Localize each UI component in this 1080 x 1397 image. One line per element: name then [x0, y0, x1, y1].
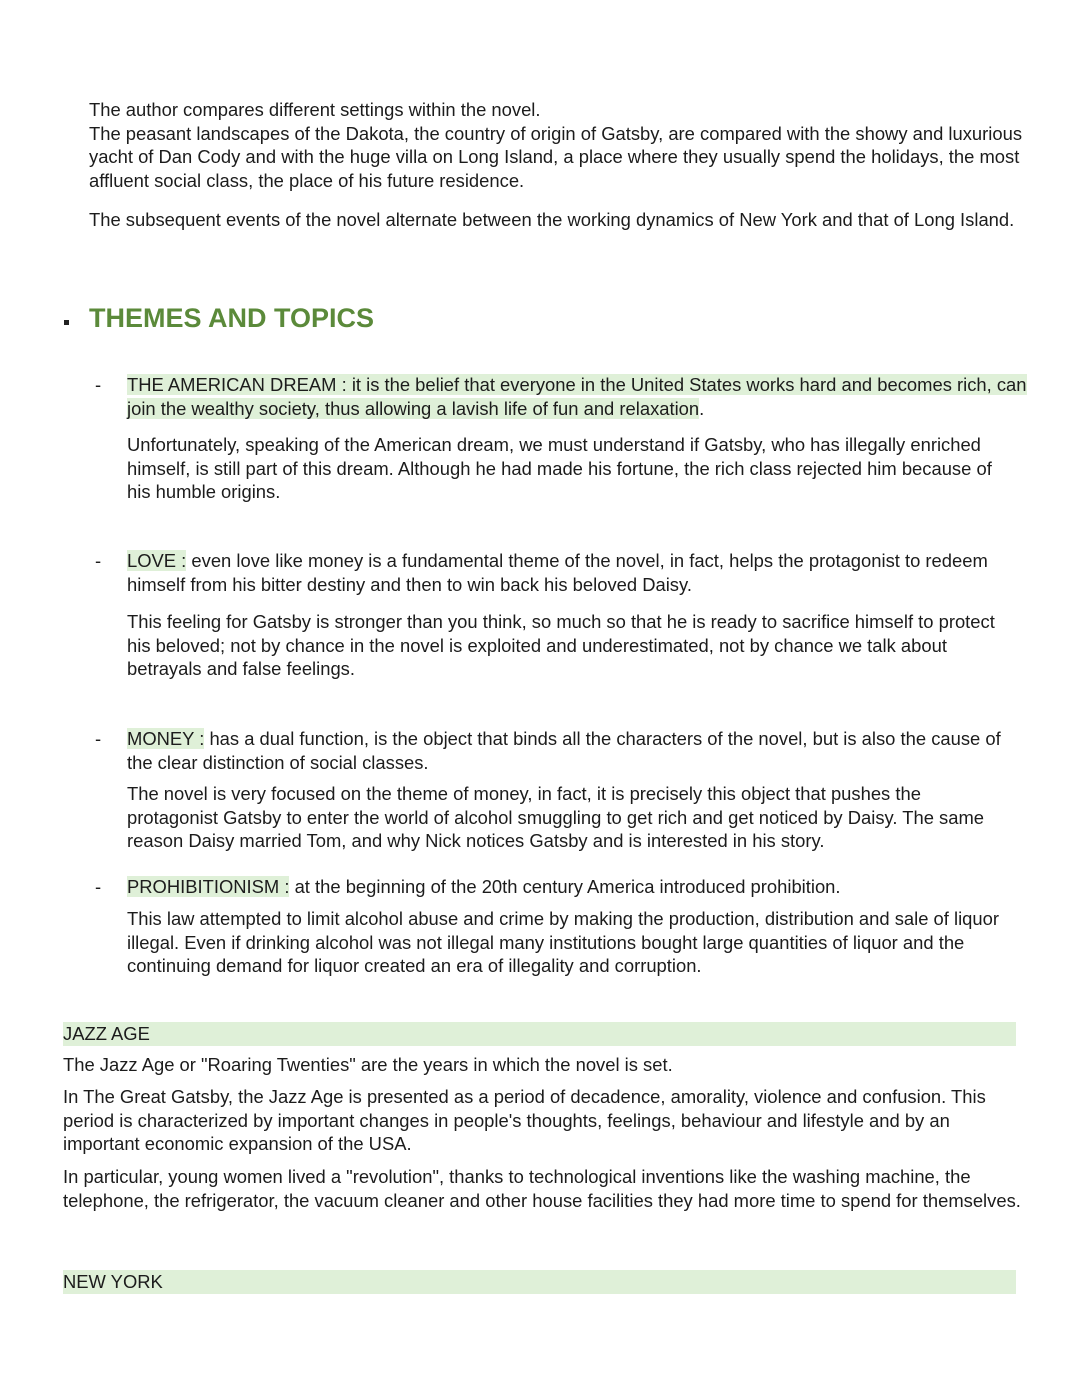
dash-bullet: -: [94, 876, 102, 897]
intro-line-1: The author compares different settings within the novel.: [89, 99, 541, 120]
theme-money: MONEY : has a dual function, is the object that binds all the characters of the novel, but is also the cause of the clear distinction of social classes.: [127, 728, 1001, 773]
theme-label: LOVE :: [127, 550, 187, 571]
theme-body: Unfortunately, speaking of the American dream, we must understand if Gatsby, who has illegally enriched himself, is still part of this dream. Although he had made his fortune, the rich class rejected him because of his humble origins.: [127, 434, 992, 502]
dash-bullet: -: [94, 728, 102, 749]
dash-bullet: -: [94, 374, 102, 395]
theme-label: MONEY :: [127, 728, 205, 749]
jazz-paragraph-1: The Jazz Age or "Roaring Twenties" are the years in which the novel is set.: [63, 1054, 673, 1075]
theme-body: This law attempted to limit alcohol abuse and crime by making the production, distribution and sale of liquor illegal. Even if drinking alcohol was not illegal many institutions bought large quantities of liquor and the continuing demand for liquor created an era of illegality and corruption.: [127, 908, 999, 976]
theme-prohibitionism: PROHIBITIONISM : at the beginning of the 20th century America introduced prohibition.: [127, 876, 841, 897]
dan-cody-term: Dan Cody: [158, 146, 241, 167]
gatsby-term: Gatsby: [601, 122, 659, 144]
theme-body: The novel is very focused on the theme of money, in fact, it is precisely this object that pushes the protagonist Gatsby to enter the world of alcohol smuggling to get rich and get noticed by Daisy. The same reason Daisy married Tom, and why Nick notices Gatsby and is interested in his story.: [127, 783, 985, 851]
square-bullet-icon: [64, 320, 69, 325]
theme-label: THE AMERICAN DREAM :: [127, 374, 347, 395]
jazz-paragraph-3: In particular, young women lived a "revolution", thanks to technological inventions like the washing machine, the telephone, the refrigerator, the vacuum cleaner and other house facilities they had more time to spend for themselves.: [63, 1166, 1021, 1211]
jazz-paragraph-2: In The Great Gatsby, the Jazz Age is presented as a period of decadence, amorality, violence and confusion. This period is characterized by important changes in people's thoughts, feelings, behaviour and lifestyle and by an important economic expansion of the USA.: [63, 1086, 986, 1154]
new-york-heading: NEW YORK: [63, 1270, 1016, 1294]
dakota-term: Dakota: [345, 122, 404, 144]
intro-paragraph-1: The author compares different settings within the novel. The peasant landscapes of the Dakota, the country of origin of Gatsby, are compared with the showy and luxurious yacht of Dan Cody and with the huge villa on Long Island, a place where they usually spend the holidays, the most affluent social class, the place of his future residence.: [89, 99, 1023, 191]
theme-body: This feeling for Gatsby is stronger than you think, so much so that he is ready to sacrifice himself to protect his beloved; not by chance in the novel is exploited and underestimated, not by chance we talk about betrayals and false feelings.: [127, 611, 995, 679]
intro-paragraph-2: The subsequent events of the novel alternate between the working dynamics of New York and that of Long Island.: [89, 209, 1015, 230]
jazz-age-heading: JAZZ AGE: [63, 1022, 1016, 1046]
theme-love: LOVE : even love like money is a fundamental theme of the novel, in fact, helps the protagonist to redeem himself from his bitter destiny and then to win back his beloved Daisy.: [127, 550, 988, 595]
theme-label: PROHIBITIONISM :: [127, 876, 290, 897]
section-title: THEMES AND TOPICS: [89, 303, 375, 333]
theme-american-dream: THE AMERICAN DREAM : it is the belief that everyone in the United States works hard and becomes rich, can join the wealthy society, thus allowing a lavish life of fun and relaxation.: [127, 374, 1027, 419]
dash-bullet: -: [94, 550, 102, 571]
